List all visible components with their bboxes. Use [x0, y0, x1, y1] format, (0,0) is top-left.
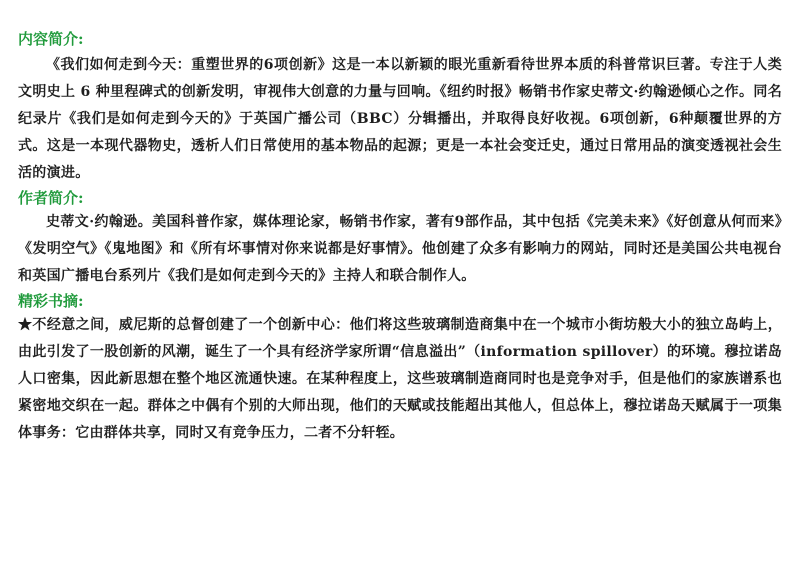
excerpt-section — [18, 290, 782, 447]
excerpt-heading: 精彩书摘: — [18, 292, 84, 310]
author-heading: 作者简介: — [18, 189, 84, 207]
excerpt-paragraph: ★不经意之间，威尼斯的总督创建了一个创新中心：他们将这些玻璃制造商集中在一个城市小街坊般大小的独立岛屿上，由此引发了一股创新的风潮，诞生了一个具有经济学家所谓“信息溢出”（information spillover）的环境。穆拉诺岛人口密集，因此新思想在整个地区流通快速。在某种程度上，这些玻璃制造商同时也是竞争对手，但是他们的家族谱系也紧密地交织在一起。群体之中偶有个别的大师出现，他们的天赋或技能超出其他人，但总体上，穆拉诺岛天赋属于一项集体事务：它由群体共享，同时又有竞争压力，二者不分轩轾。 — [18, 317, 782, 441]
intro-heading: 内容简介: — [18, 30, 84, 48]
intro-section — [18, 28, 782, 187]
author-section — [18, 187, 782, 290]
intro-paragraph: 《我们如何走到今天：重塑世界的6项创新》这是一本以新颖的眼光重新看待世界本质的科普常识巨著。专注于人类文明史上 6 种里程碑式的创新发明，审视伟大创意的力量与回响。《纽约时报》畅销书作家史蒂文·约翰逊倾心之作。同名纪录片《我们是如何走到今天的》于英国广播公司（BBC）分辑播出，并取得良好收视。6项创新，6种颠覆世界的方式。这是一本现代器物史，透析人们日常使用的基本物品的起源；更是一本社会变迁史，通过日常用品的演变透视社会生活的演进。 — [18, 57, 782, 181]
book-info-page — [18, 28, 782, 447]
author-paragraph: 史蒂文·约翰逊。美国科普作家，媒体理论家，畅销书作家，著有9部作品，其中包括《完美未来》《好创意从何而来》《发明空气》《鬼地图》和《所有坏事情对你来说都是好事情》。他创建了众多有影响力的网站，同时还是美国公共电视台和英国广播电台系列片《我们是如何走到今天的》主持人和联合制作人。 — [18, 214, 782, 284]
